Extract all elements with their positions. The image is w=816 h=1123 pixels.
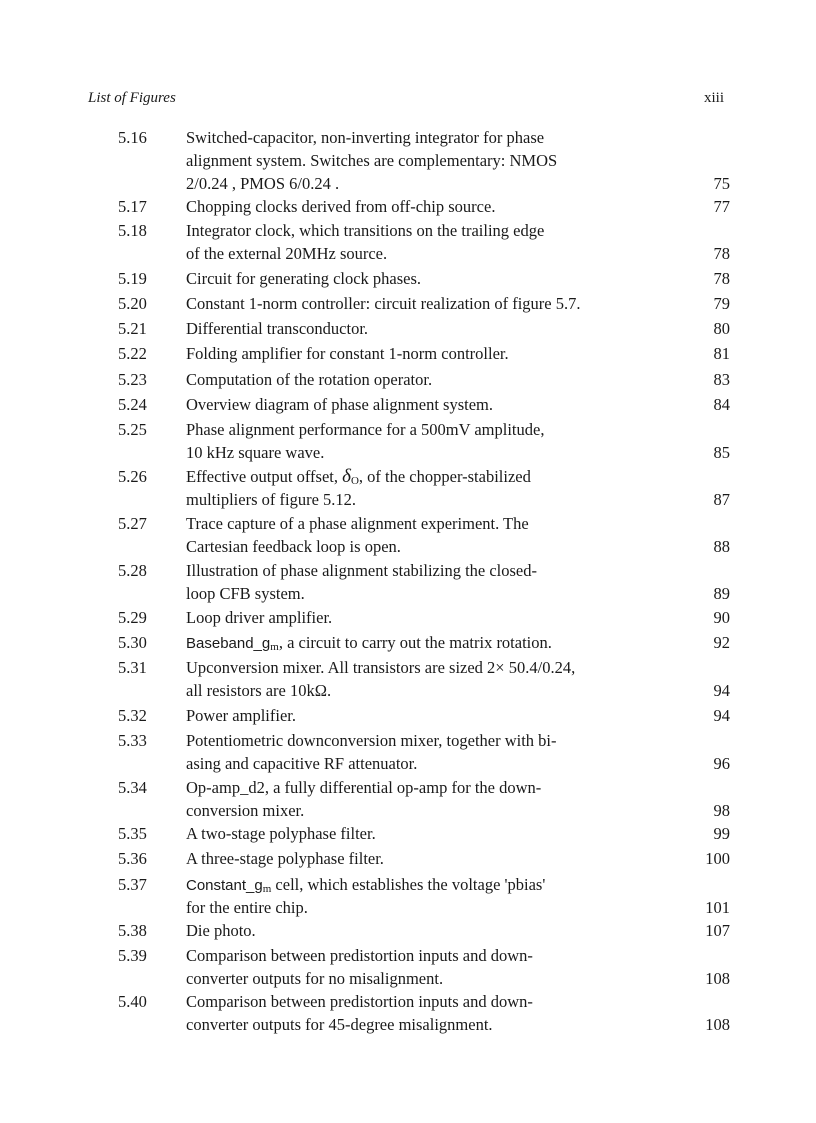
caption-line: Integrator clock, which transitions on the trailing edge [186,221,545,240]
caption-line: Cartesian feedback loop is open. [186,537,401,556]
page-number: 101 [705,898,730,917]
figure-number: 5.38 [118,921,147,940]
caption-line: Computation of the rotation operator. [186,370,433,389]
page-number: 78 [713,244,730,263]
caption-line: converter outputs for no misalignment. [186,969,444,988]
caption-line: Folding amplifier for constant 1-norm controller. [186,344,509,363]
figure-number: 5.36 [118,849,147,868]
caption-line: Comparison between predistortion inputs and down- [186,946,533,965]
caption-line: 2/0.24 , PMOS 6/0.24 . [186,174,340,193]
caption-text: Effective output offset, [186,467,343,486]
page-number: 90 [713,608,730,627]
page-number: 88 [713,537,730,556]
caption-text: , of the chopper-stabilized [358,467,531,486]
page-number: 100 [705,849,730,868]
page-number: 96 [713,754,730,773]
figure-number: 5.31 [118,658,147,677]
page-number: 80 [713,319,730,338]
caption-text: Baseband_g [186,635,271,652]
caption-line: of the external 20MHz source. [186,244,388,263]
caption-line: conversion mixer. [186,801,305,820]
page-number: 94 [713,706,730,725]
page-number: 94 [713,681,730,700]
page-number: 98 [713,801,730,820]
caption-line: Die photo. [186,921,256,940]
caption-line: A three-stage polyphase filter. [186,849,384,868]
figure-number: 5.23 [118,370,147,389]
figure-number: 5.30 [118,633,147,652]
caption-line: Upconversion mixer. All transistors are sized 2× 50.4/0.24, [186,658,576,677]
figure-number: 5.18 [118,221,147,240]
header-title: List of Figures [88,90,176,106]
caption-line: converter outputs for 45-degree misalignment. [186,1015,493,1034]
figure-number: 5.28 [118,561,147,580]
figure-number: 5.27 [118,514,147,533]
page-number: 83 [713,370,730,389]
subscript: O [350,475,359,487]
page-number: 81 [713,344,730,363]
figure-number: 5.37 [118,875,147,894]
page-number: 84 [713,395,730,414]
figure-number: 5.39 [118,946,147,965]
caption-text: , a circuit to carry out the matrix rotation. [278,633,552,652]
figure-number: 5.26 [118,467,147,486]
caption-line [186,631,552,659]
page-number: 85 [713,443,730,462]
caption-line: Illustration of phase alignment stabilizing the closed- [186,561,537,580]
page-number: 108 [705,969,730,988]
caption-line: asing and capacitive RF attenuator. [186,754,418,773]
page-number: 99 [713,824,730,843]
page-number: 79 [713,294,730,313]
caption-line: Potentiometric downconversion mixer, together with bi- [186,731,557,750]
caption-text: Constant_g [186,877,263,894]
figure-number: 5.22 [118,344,147,363]
caption-line: for the entire chip. [186,898,308,917]
figure-number: 5.16 [118,128,147,147]
figure-number: 5.32 [118,706,147,725]
figure-number: 5.29 [118,608,147,627]
figure-number: 5.33 [118,731,147,750]
caption-line: multipliers of figure 5.12. [186,490,357,509]
figure-number: 5.40 [118,992,147,1011]
page-number: 92 [713,633,730,652]
figure-number: 5.19 [118,269,147,288]
caption-line: Circuit for generating clock phases. [186,269,422,288]
page-number: 107 [705,921,730,940]
figure-number: 5.20 [118,294,147,313]
caption-line: alignment system. Switches are complementary: NMOS [186,151,558,170]
page-number: 89 [713,584,730,603]
delta-symbol: δ [342,466,351,487]
caption-text: cell, which establishes the voltage 'pbias' [271,875,546,894]
page-number: 77 [713,197,730,216]
caption-line: Loop driver amplifier. [186,608,333,627]
running-header [88,90,724,112]
caption-line: Overview diagram of phase alignment system. [186,395,493,414]
caption-line: Trace capture of a phase alignment experiment. The [186,514,529,533]
figure-number: 5.25 [118,420,147,439]
caption-line: Switched-capacitor, non-inverting integrator for phase [186,128,545,147]
page-number: 78 [713,269,730,288]
figure-number: 5.21 [118,319,147,338]
page-number: 75 [713,174,730,193]
figure-number: 5.17 [118,197,147,216]
figure-number: 5.35 [118,824,147,843]
caption-line: Power amplifier. [186,706,296,725]
caption-line: Comparison between predistortion inputs and down- [186,992,533,1011]
subscript: m [262,883,272,895]
page-number: 87 [713,490,730,509]
caption-line: A two-stage polyphase filter. [186,824,376,843]
caption-line: Op-amp_d2, a fully differential op-amp for the down- [186,778,542,797]
caption-line: Chopping clocks derived from off-chip source. [186,197,496,216]
header-page-number: xiii [703,90,724,106]
caption-line: Phase alignment performance for a 500mV amplitude, [186,420,545,439]
page-number: 108 [705,1015,730,1034]
caption-line: loop CFB system. [186,584,305,603]
caption-line: 10 kHz square wave. [186,443,325,462]
figure-number: 5.34 [118,778,147,797]
subscript: m [270,641,279,653]
caption-line: Differential transconductor. [186,319,369,338]
figure-number: 5.24 [118,395,147,414]
caption-line: all resistors are 10kΩ. [186,681,332,700]
caption-line: Constant 1-norm controller: circuit realization of figure 5.7. [186,294,581,313]
